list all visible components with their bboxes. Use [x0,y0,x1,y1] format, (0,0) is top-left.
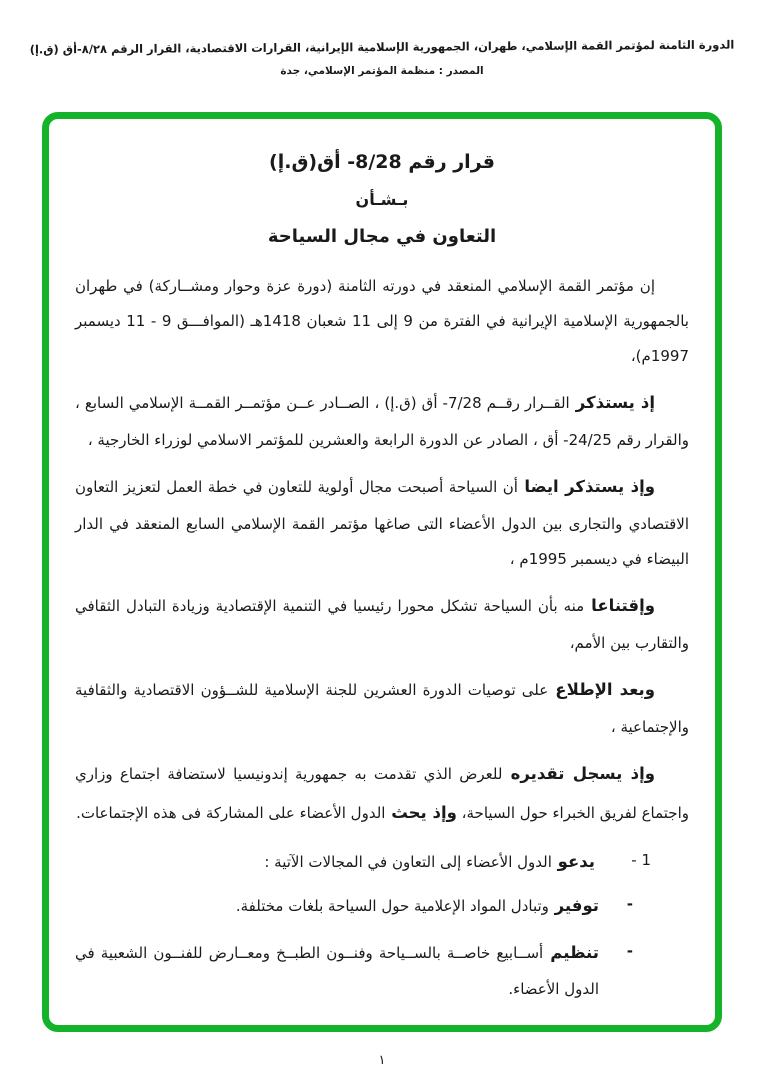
bold-segment: وإذ يحث [385,802,457,822]
title-block [75,151,689,247]
text-segment: إن مؤتمر القمة الإسلامي المنعقد في دورته الثامنة (دورة عزة وحوار ومشــاركة) في طهران بالجمهورية الإسلامية الإيرانية في الفترة من 9 إلى 11 شعبان 1418هـ (الموافـــق 9 - 11 ديسمبر 1997م)، [75,277,689,365]
paragraph [75,671,689,744]
paragraph [75,468,689,576]
bullet-item [75,887,633,925]
text-segment: على توصيات الدورة العشرين للجنة الإسلامية للشــؤون الاقتصادية والثقافية والإجتماعية ، [75,681,689,736]
text-segment: أســابيع خاصــة بالســياحة وفنــون الطبــخ ومعــارض للفنــون الشعبية في الدول الأعضاء. [75,943,599,998]
bullet-dash: - [626,941,633,960]
bold-segment: تنظيم [543,942,599,962]
bold-segment: إذ يستذكر [569,393,655,413]
text-segment: وتبادل المواد الإعلامية حول السياحة بلغات مختلفة. [235,897,549,916]
text-segment: للعرض الذي تقدمت به جمهورية إندونيسيا لاستضافة اجتماع وزاري واجتماع لفريق الخبراء حول السياحة، [75,765,689,822]
text-segment: الدول الأعضاء على المشاركة فى هذه الإجتماعات. [76,803,386,822]
document-content [49,119,715,1007]
text-segment: منه بأن السياحة تشكل محورا رئيسيا في التنمية الإقتصادية وزيادة التبادل الثقافي والتقارب بين الأمم، [75,597,689,652]
page-number: ١ [378,1053,386,1068]
header-source-line: الدورة الثامنة لمؤتمر القمة الإسلامي، طهران، الجمهورية الإسلامية الإيرانية، القرارات الاقتصادية، القرار الرقم ٨/٢٨-أق (ق.إ) [29,37,735,57]
bullet-text [75,934,599,1007]
paragraph [75,269,689,373]
bullet-text [75,887,599,925]
list-item-intro [75,843,595,881]
body-text [75,269,689,1007]
subject-word: بـشـأن [355,190,409,209]
text-segment: أن السياحة أصبحت مجال أولوية للتعاون في خطة العمل لتعزيز التعاون الاقتصادي والتجارى بين الدول الأعضاء التى صاغها مؤتمر القمة الإسلامي السابع المنعقد في الدار البيضاء في ديسمبر 1995م ، [75,478,689,568]
bold-segment: توفير [548,896,599,916]
bullets-container [75,887,689,1006]
text-segment: القــرار رقــم 7/28- أق (ق.إ) ، الصــادر عــن مؤتمــر القمــة الإسلامي السابع ، والقرار رقم 24/25- أق ، الصادر عن الدورة الرابعة والعشرين للمؤتمر الاسلامي لوزراء الخارجية ، [75,394,689,449]
green-frame [42,112,722,1032]
text-segment: الدول الأعضاء إلى التعاون في المجالات الآتية : [264,852,552,871]
resolution-number-title: قرار رقم 8/28- أق(ق.إ) [269,151,495,173]
bold-segment: وبعد الإطلاع [548,680,655,700]
bullet-dash: - [626,895,633,914]
paragraph [75,384,689,457]
bold-segment: وإقتناعا [584,596,656,616]
list-item-1 [75,843,651,881]
list-item-number: 1 - [631,850,651,869]
bold-segment: وإذ يسجل تقديره [502,764,655,784]
document-header [0,37,764,77]
bold-segment: يدعو [551,851,595,871]
subject-title: التعاون في مجال السياحة [267,226,497,247]
paragraphs-container [75,269,689,832]
paragraph [75,587,689,660]
paragraph [75,755,689,832]
bold-segment: وإذ يستذكر ايضا [517,477,656,497]
header-publisher-line: المصدر : منظمة المؤتمر الإسلامي، جدة [280,65,484,77]
bullet-item [75,934,633,1007]
